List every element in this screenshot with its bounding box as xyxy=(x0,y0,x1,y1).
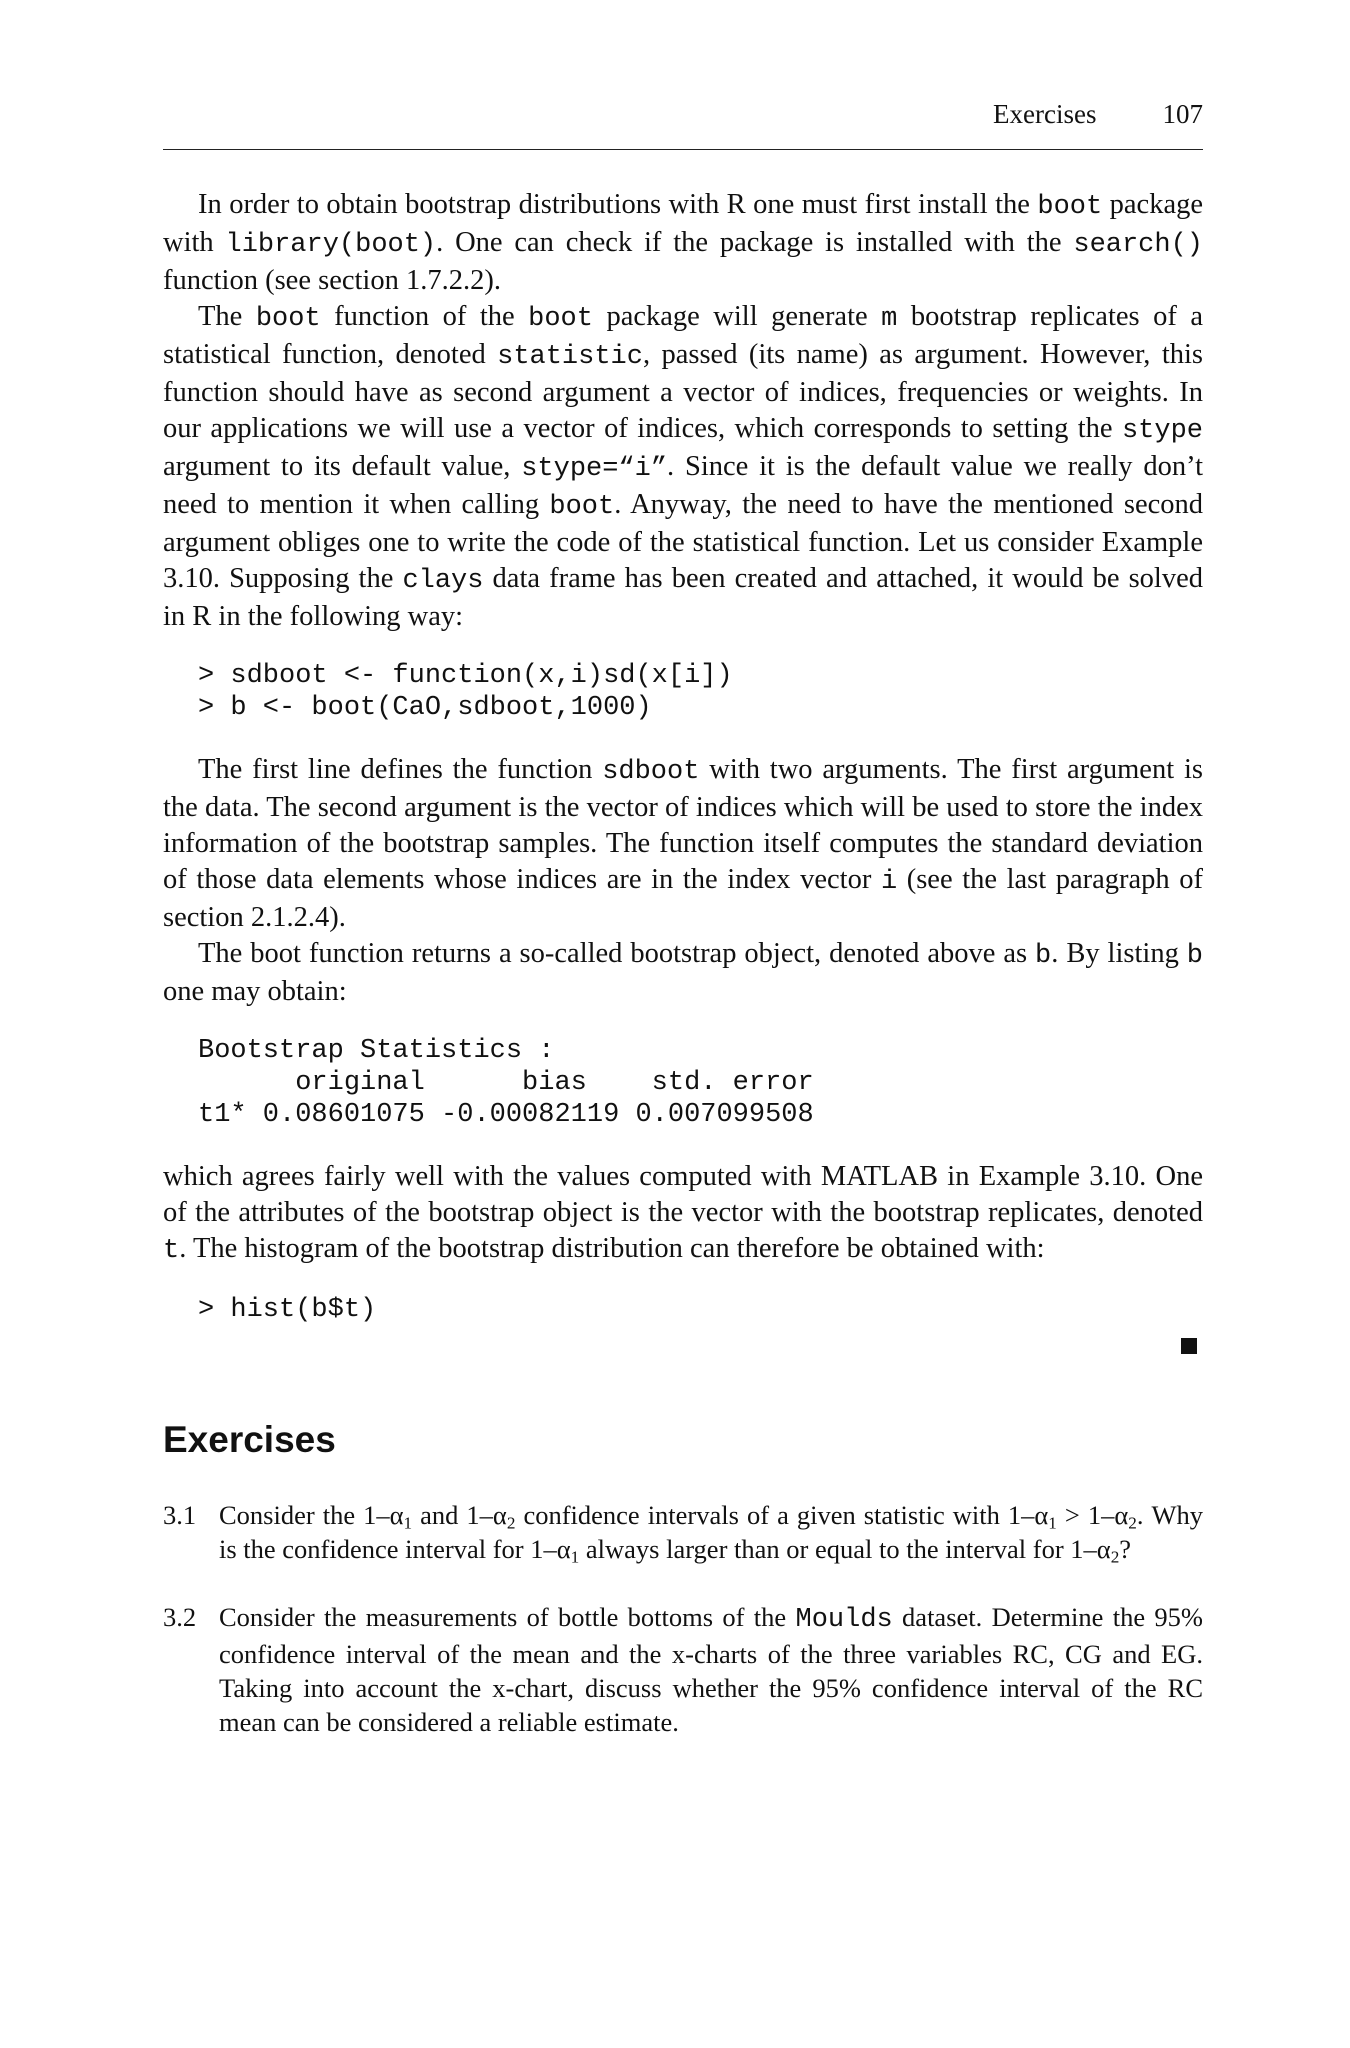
text: The xyxy=(198,301,256,332)
body-text xyxy=(163,187,1203,1739)
text: . The histogram of the bootstrap distribution can therefore be obtained with: xyxy=(179,1233,1045,1264)
text: The first line defines the function xyxy=(198,754,603,785)
paragraph-matlab-comparison xyxy=(163,1159,1203,1269)
text: Consider the measurements of bottle bottoms of the xyxy=(219,1602,796,1632)
inline-code: i xyxy=(880,867,898,897)
inline-code: stype=“i” xyxy=(521,454,668,484)
text: function (see section 1.7.2.2). xyxy=(163,265,501,296)
text: and 1–α xyxy=(412,1500,507,1530)
paragraph-sdboot-explanation xyxy=(163,752,1203,936)
paragraph-install-boot xyxy=(163,187,1203,299)
subscript: 1 xyxy=(403,1513,413,1533)
text: which agrees fairly well with the values computed with MATLAB in Example 3.10. One of the attributes of the bootstrap object is the vector with the bootstrap replicates, denoted xyxy=(163,1161,1203,1228)
inline-code: sdboot xyxy=(602,757,700,787)
text: In order to obtain bootstrap distributions with R one must first install the xyxy=(198,189,1038,220)
text: dataset. Determine the 95% confidence interval of the mean and the x-charts of the three variables RC, CG and EG. Taking into account the x-chart, discuss whether the 95% confidence interval of the RC mean can be considered a reliable estimate. xyxy=(219,1602,1204,1737)
inline-code: Moulds xyxy=(795,1605,893,1635)
exercises-heading: Exercises xyxy=(163,1419,336,1460)
code-line: > hist(b$t) xyxy=(198,1295,377,1325)
text: . Since it is the default value we really don’t need to mention it when calling xyxy=(163,451,1204,520)
text: confidence intervals of a given statistic with 1–α xyxy=(515,1500,1049,1530)
subscript: 2 xyxy=(1110,1547,1120,1567)
code-block-sdboot xyxy=(163,660,1203,724)
text: . One can check if the package is installed with the xyxy=(436,227,1074,258)
text: (see the last paragraph of section 2.1.2.4). xyxy=(163,864,1204,933)
text: ? xyxy=(1119,1534,1132,1564)
text: . Why is the confidence interval for 1–α xyxy=(219,1500,1204,1564)
text: . Anyway, the need to have the mentioned second argument obliges one to write the code of the statistical function. Let us consider Example 3.10. Supposing the xyxy=(163,489,1203,594)
text: > 1–α xyxy=(1056,1500,1129,1530)
code-block-hist xyxy=(163,1294,1203,1326)
code-line: Bootstrap Statistics : xyxy=(198,1036,555,1066)
inline-code: boot xyxy=(1037,192,1103,222)
inline-code: statistic xyxy=(497,342,643,372)
running-header xyxy=(993,96,1203,132)
text: function of the xyxy=(320,301,529,332)
text: always larger than or equal to the interval for 1–α xyxy=(579,1534,1111,1564)
inline-code: boot xyxy=(255,304,321,334)
inline-code: stype xyxy=(1121,416,1203,446)
exercise-3-2 xyxy=(163,1600,1203,1739)
paragraph-boot-function xyxy=(163,299,1203,635)
text: bootstrap replicates of a statistical function, denoted xyxy=(163,301,1203,370)
inline-code: m xyxy=(881,304,898,334)
exercise-number: 3.2 xyxy=(163,1602,197,1632)
subscript: 1 xyxy=(570,1547,580,1567)
exercise-3-1 xyxy=(163,1498,1203,1566)
inline-code: library(boot) xyxy=(225,230,437,260)
end-of-example-row xyxy=(163,1326,1203,1362)
text: Consider the 1–α xyxy=(219,1500,404,1530)
subscript: 1 xyxy=(1048,1513,1057,1533)
page-number: 107 xyxy=(1162,99,1203,129)
text: data frame has been created and attached, it would be solved in R in the following way: xyxy=(163,563,1203,632)
inline-code: t xyxy=(163,1236,180,1266)
text: package with xyxy=(163,189,1203,258)
code-line: > b <- boot(CaO,sdboot,1000) xyxy=(198,693,652,723)
code-line: > sdboot <- function(x,i)sd(x[i]) xyxy=(198,661,733,691)
text: The boot function returns a so-called bootstrap object, denoted above as xyxy=(198,938,1036,969)
exercise-number: 3.1 xyxy=(163,1500,197,1530)
inline-code: clays xyxy=(402,566,484,596)
code-block-bootstrap-statistics xyxy=(163,1035,1203,1131)
text: with two arguments. The first argument is the data. The second argument is the vector of indices which will be used to store the index information of the bootstrap samples. The function itself computes the standard deviation of those data elements whose indices are in the index vector xyxy=(163,754,1203,895)
text: . By listing xyxy=(1051,938,1187,969)
inline-code: b xyxy=(1035,941,1052,971)
header-section-title: Exercises xyxy=(993,99,1097,129)
inline-code: b xyxy=(1186,941,1203,971)
code-line: original bias std. error xyxy=(198,1068,814,1098)
text: , passed (its name) as argument. However, this function should have as second argument a vector of indices, frequencies or weights. In our applications we will use a vector of indices, which corresponds to setting the xyxy=(163,339,1203,444)
end-of-example-square-icon xyxy=(1181,1338,1197,1354)
inline-code: boot xyxy=(549,492,615,522)
text: package will generate xyxy=(592,301,882,332)
code-line: t1* 0.08601075 -0.00082119 0.007099508 xyxy=(198,1100,814,1130)
subscript: 2 xyxy=(506,1513,516,1533)
header-rule xyxy=(163,149,1203,150)
subscript: 2 xyxy=(1128,1513,1137,1533)
inline-code: boot xyxy=(528,304,593,334)
paragraph-bootstrap-object xyxy=(163,936,1203,1010)
text: one may obtain: xyxy=(163,976,347,1007)
inline-code: search() xyxy=(1073,230,1203,260)
text: argument to its default value, xyxy=(163,451,522,482)
